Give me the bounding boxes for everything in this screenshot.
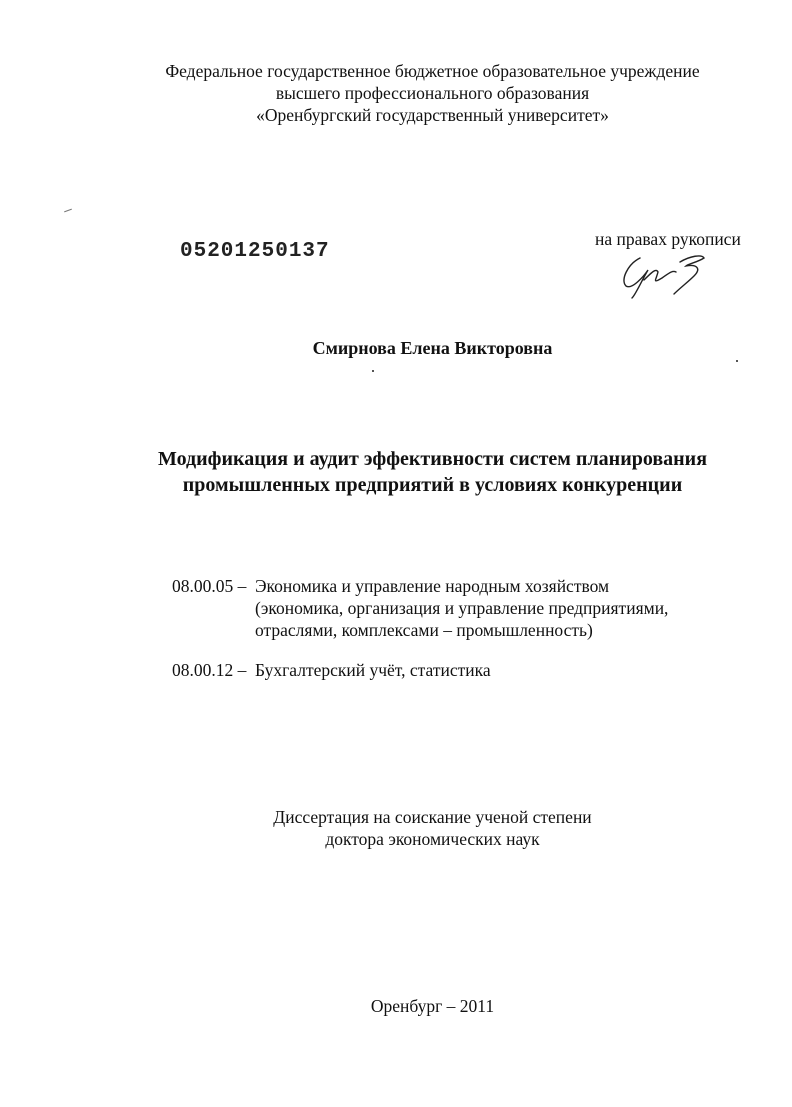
specialty-name: отраслями, комплексами – промышленность) [255,620,593,640]
specialty-name: Экономика и управление народным хозяйством [255,576,610,596]
degree-line: доктора экономических наук [325,829,540,849]
header-line: высшего профессионального образования [275,83,590,103]
degree-line: Диссертация на соискание ученой степени [273,807,592,827]
title-line: промышленных предприятий в условиях конкуренции [182,474,683,496]
library-stamp-number: 05201250137 [180,240,330,263]
manuscript-note: на правах рукописи [595,229,741,249]
specialty-name: (экономика, организация и управление предприятиями, [255,598,669,618]
header-line: «Оренбургский государственный университет» [256,105,609,125]
scan-speck [736,360,738,362]
city-year: Оренбург – 2011 [370,996,495,1016]
dissertation-title [95,446,770,498]
specialty-item [172,575,668,641]
institution-header [95,60,770,126]
scan-mark [64,209,72,213]
signature-icon [618,250,713,300]
header-line: Федеральное государственное бюджетное образовательное учреждение [165,61,700,81]
specialty-name: Бухгалтерский учёт, статистика [255,660,491,680]
title-line: Модификация и аудит эффективности систем планирования [157,448,708,470]
specialty-code: 08.00.12 – [172,660,247,680]
author-name: Смирнова Елена Викторовна [312,338,553,358]
specialty-code: 08.00.05 – [172,576,247,596]
degree-statement [95,806,770,850]
scan-speck [372,370,374,372]
specialty-item [172,659,491,681]
